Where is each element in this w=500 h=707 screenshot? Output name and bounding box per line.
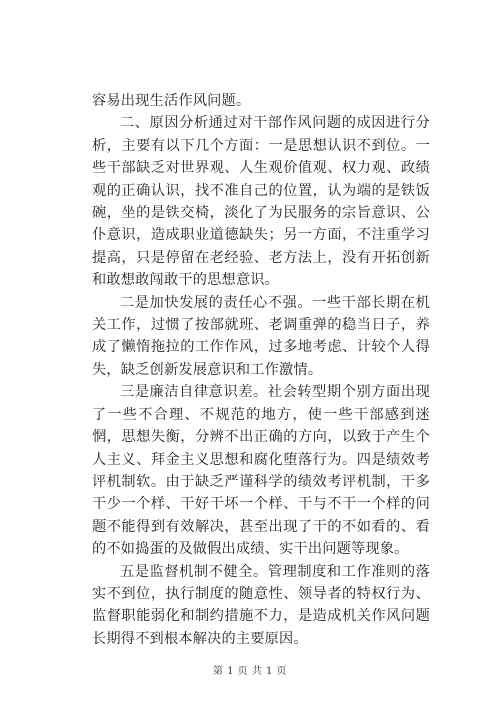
page-footer: 第 1 页 共 1 页 [212, 666, 288, 677]
paragraph-supervision: 五是监督机制不健全。管理制度和工作准则的落实不到位，执行制度的随意性、领导者的特权行为、监督职能弱化和制约措施不力，是造成机关作风问题长期得不到根本解决的主要原因。 [92, 563, 430, 647]
paragraph-responsibility: 二是加快发展的责任心不强。一些干部长期在机关工作，过惯了按部就班、老调重弹的稳当日子，养成了懒惰拖拉的工作作风，过多地考虑、计较个人得失，缺乏创新发展意识和工作激情。 [92, 294, 430, 378]
paragraph-integrity: 三是廉洁自律意识差。社会转型期个别方面出现了一些不合理、不规范的地方，使一些干部感到迷惘，思想失衡，分辨不出正确的方向，以致于产生个人主义、拜金主义思想和腐化堕落行为。四是绩效考评机制软。由于缺乏严谨科学的绩效考评机制，干多干少一个样、干好干坏一个样、干与不干一个样的问题不能得到有效解决，甚至出现了干的不如看的、看的不如捣蛋的及做假出成绩、实干出问题等现象。 [92, 384, 430, 558]
document-body [92, 90, 430, 650]
paragraph-continuation: 容易出现生活作风问题。 [92, 93, 251, 109]
paragraph-cause-analysis: 二、原因分析通过对干部作风问题的成因进行分析，主要有以下几个方面：一是思想认识不到位。一些干部缺乏对世界观、人生观价值观、权力观、政绩观的正确认识，找不准自己的位置，认为端的是铁饭碗，坐的是铁交椅，淡化了为民服务的宗旨意识、公仆意识，造成职业道德缺失；另一方面，不注重学习提高，只是停留在老经验、老方法上，没有开拓创新和敢想敢闯敢干的思想意识。 [92, 115, 430, 289]
